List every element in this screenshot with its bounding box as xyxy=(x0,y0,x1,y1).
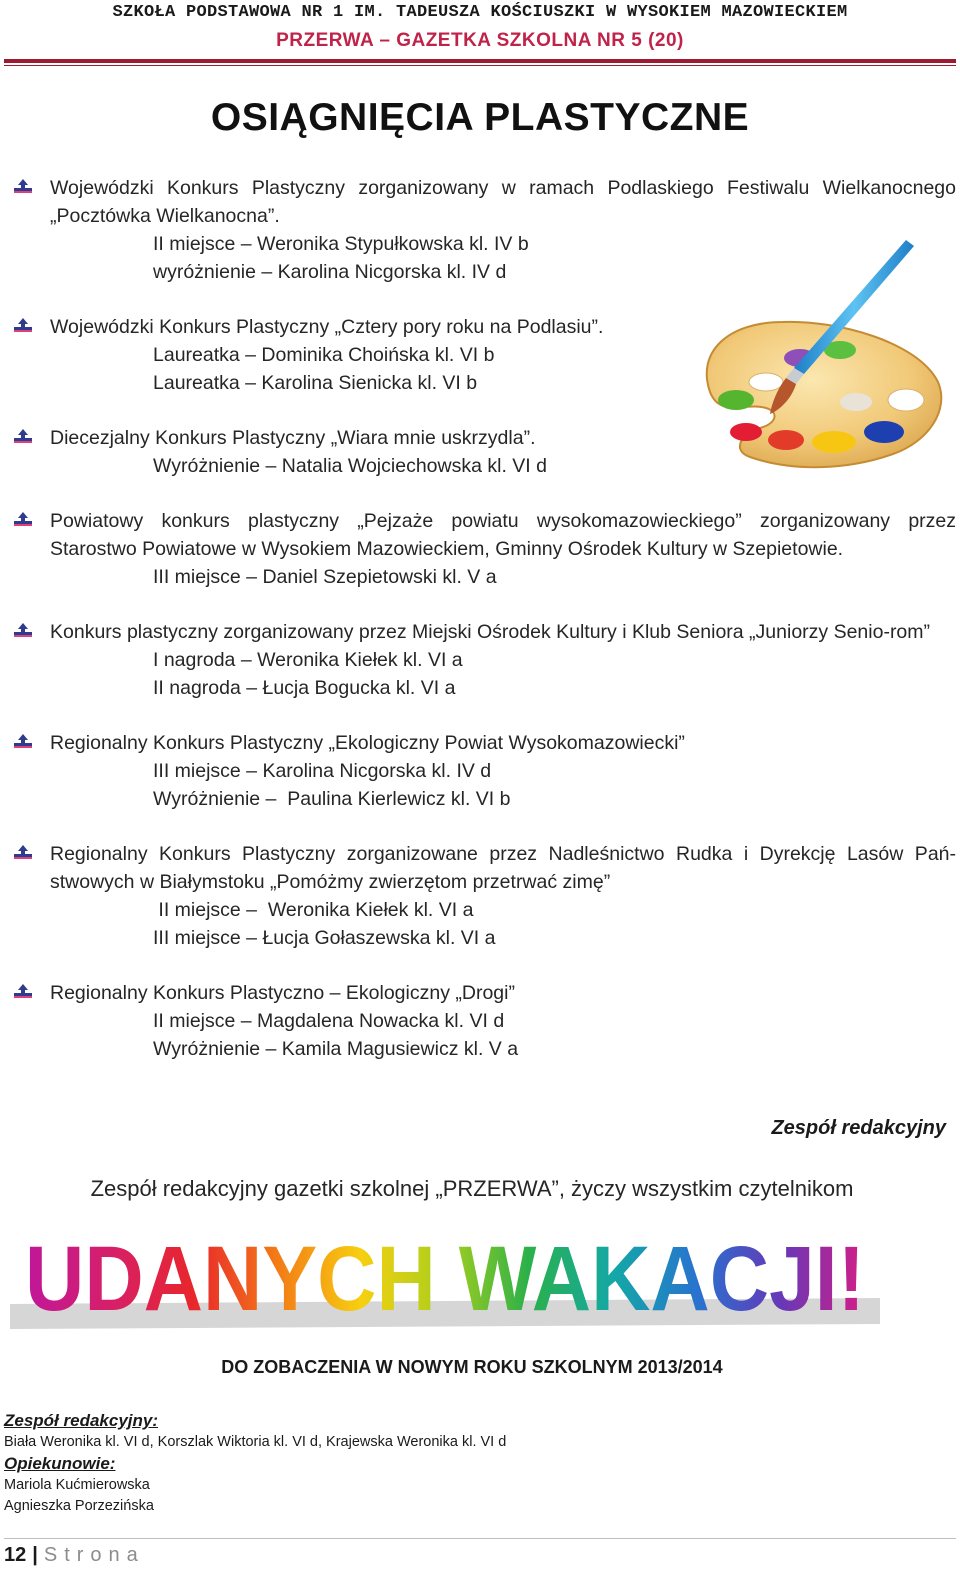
arrow-bullet-icon xyxy=(14,179,32,197)
winner-line: III miejsce – Daniel Szepietowski kl. V a xyxy=(153,566,497,588)
guardian-name: Mariola Kućmierowska xyxy=(4,1477,150,1493)
winner-line: III miejsce – Karolina Nicgorska kl. IV d xyxy=(153,760,492,782)
winner-line: Laureatka – Karolina Sienicka kl. VI b xyxy=(153,372,478,394)
arrow-bullet-icon xyxy=(14,429,32,447)
page-number-value: 12 xyxy=(4,1544,27,1566)
page-word: Strona xyxy=(43,1544,145,1566)
winner-line: Wyróżnienie – Natalia Wojciechowska kl. VI d xyxy=(153,455,547,477)
guardians-heading: Opiekunowie: xyxy=(4,1454,116,1473)
winner-line: Wyróżnienie – Kamila Magusiewicz kl. V a xyxy=(153,1038,519,1060)
winner-line: II miejsce – Weronika Stypułkowska kl. IV b xyxy=(153,233,529,255)
winner-line: I nagroda – Weronika Kiełek kl. VI a xyxy=(153,649,463,671)
header-rule xyxy=(4,59,956,63)
team-members: Biała Weronika kl. VI d, Korszlak Wiktoria kl. VI d, Krajewska Weronika kl. VI d xyxy=(4,1434,507,1450)
entry-7 xyxy=(14,840,956,952)
credits-block xyxy=(4,1410,506,1517)
entry-title: Konkurs plastyczny zorganizowany przez Miejski Ośrodek Kultury i Klub Seniora „Juniorzy Senio-rom” xyxy=(14,618,956,646)
signature: Zespół redakcyjny xyxy=(771,1117,946,1139)
entry-title: Powiatowy konkurs plastyczny „Pejzaże powiatu wysokomazowieckiego” zorganizowany przez Starostwo Powiatowe w Wysokiem Mazowieckiem, Gminny Ośrodek Kultury w Szepietowie. xyxy=(14,507,956,563)
entry-4 xyxy=(14,507,956,591)
team-heading: Zespół redakcyjny: xyxy=(4,1411,159,1430)
entry-5 xyxy=(14,618,956,702)
gazette-title: PRZERWA – GAZETKA SZKOLNA NR 5 (20) xyxy=(276,30,684,51)
winner-line: II nagroda – Łucja Bogucka kl. VI a xyxy=(153,677,456,699)
arrow-bullet-icon xyxy=(14,734,32,752)
winner-line: Wyróżnienie – Paulina Kierlewicz kl. VI b xyxy=(153,788,511,810)
arrow-bullet-icon xyxy=(14,512,32,530)
page-number xyxy=(4,1544,145,1567)
arrow-bullet-icon xyxy=(14,623,32,641)
paint-palette-icon xyxy=(688,232,950,488)
entry-title: Wojewódzki Konkurs Plastyczny „Cztery pory roku na Podlasiu”. xyxy=(14,313,956,341)
footer-rule xyxy=(4,1538,956,1539)
entry-title: Regionalny Konkurs Plastyczny „Ekologiczny Powiat Wysokomazowiecki” xyxy=(14,729,956,757)
winner-line: II miejsce – Weronika Kiełek kl. VI a xyxy=(153,899,474,921)
page-title: OSIĄGNIĘCIA PLASTYCZNE xyxy=(210,96,750,139)
entry-8 xyxy=(14,979,956,1063)
entry-title: Wojewódzki Konkurs Plastyczny zorganizowany w ramach Podlaskiego Festiwalu Wielkanocnego „Pocztówka Wielkanocna”. xyxy=(14,174,956,230)
winner-line: wyróżnienie – Karolina Nicgorska kl. IV d xyxy=(153,261,507,283)
holiday-banner xyxy=(10,1234,880,1329)
entry-6 xyxy=(14,729,956,813)
school-name: SZKOŁA PODSTAWOWA NR 1 IM. TADEUSZA KOŚCIUSZKI W WYSOKIEM MAZOWIECKIEM xyxy=(112,3,848,22)
banner-text: UDANYCH WAKACJI! xyxy=(25,1234,865,1329)
winner-line: III miejsce – Łucja Gołaszewska kl. VI a xyxy=(153,927,496,949)
entry-title: Regionalny Konkurs Plastyczny zorganizowane przez Nadleśnictwo Rudka i Dyrekcję Lasów Pań-stwowych w Białymstoku „Pomóżmy zwierzętom przetrwać zimę” xyxy=(14,840,956,896)
entry-title: Diecezjalny Konkurs Plastyczny „Wiara mnie uskrzydla”. xyxy=(14,424,956,452)
winner-line: II miejsce – Magdalena Nowacka kl. VI d xyxy=(153,1010,505,1032)
arrow-bullet-icon xyxy=(14,845,32,863)
see-you-text: DO ZOBACZENIA W NOWYM ROKU SZKOLNYM 2013/2014 xyxy=(221,1357,723,1377)
guardian-name: Agnieszka Porzezińska xyxy=(4,1498,154,1514)
arrow-bullet-icon xyxy=(14,318,32,336)
wishes-text: Zespół redakcyjny gazetki szkolnej „PRZERWA”, życzy wszystkim czytelnikom xyxy=(90,1176,854,1201)
winner-line: Laureatka – Dominika Choińska kl. VI b xyxy=(153,344,495,366)
header-rule-thin xyxy=(4,65,956,66)
arrow-bullet-icon xyxy=(14,984,32,1002)
entry-title: Regionalny Konkurs Plastyczno – Ekologiczny „Drogi” xyxy=(14,979,956,1007)
page-separator: | xyxy=(32,1544,38,1566)
